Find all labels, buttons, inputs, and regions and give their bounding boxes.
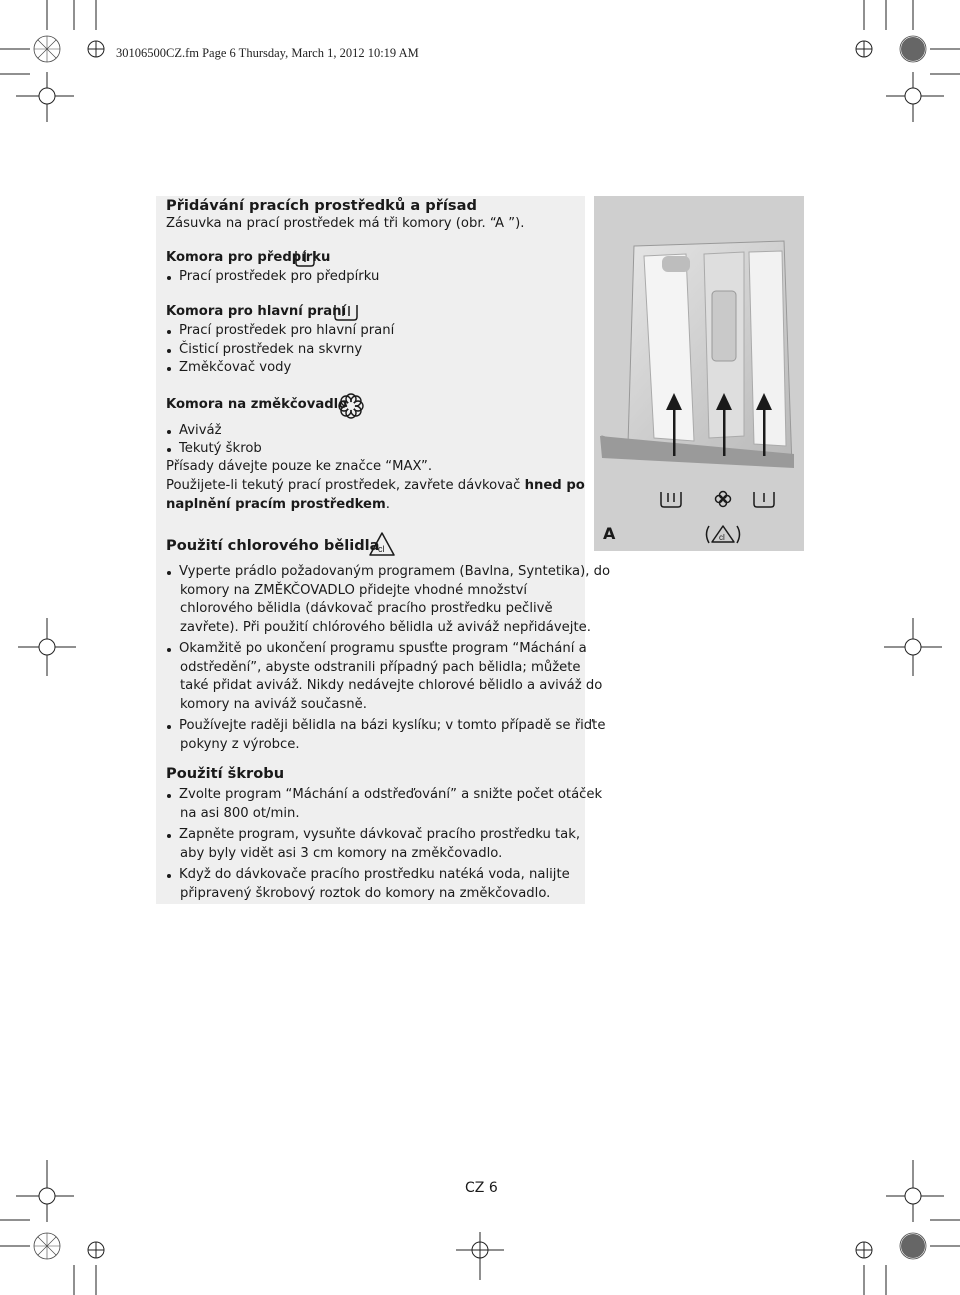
list-item: Aviváž bbox=[166, 422, 222, 441]
list-item: Zapněte program, vysuňte dávkovač pracího prostředku tak, bbox=[166, 826, 580, 845]
list-item: Okamžitě po ukončení programu spusťte program “Máchání a bbox=[166, 640, 587, 659]
list-item-continued: na asi 800 ot/min. bbox=[180, 806, 300, 821]
bleach-icon-text: cl bbox=[378, 544, 385, 554]
prewash-compartment-icon bbox=[294, 247, 316, 269]
mainwash-compartment-icon bbox=[333, 301, 359, 323]
list-item: Když do dávkovače pracího prostředku natéká voda, nalijte bbox=[166, 866, 570, 885]
softener-note-bold: hned po bbox=[524, 478, 585, 493]
list-item: Zvolte program “Máchání a odstřeďování” a snižte počet otáček bbox=[166, 786, 602, 805]
figure-icon-text: cl bbox=[719, 533, 725, 542]
list-item-continued: také přidat aviváž. Nikdy nedávejte chlorové bělidlo a aviváž do bbox=[180, 678, 603, 693]
softener-heading: Komora na změkčovadlo bbox=[166, 397, 348, 412]
list-item: Změkčovač vody bbox=[166, 359, 291, 378]
starch-heading: Použití škrobu bbox=[166, 765, 285, 782]
softener-note-text: Použijete-li tekutý prací prostředek, zavřete dávkovač bbox=[166, 478, 521, 493]
print-slug: 30106500CZ.fm Page 6 Thursday, March 1, 2012 10:19 AM bbox=[116, 46, 419, 60]
softener-note-line bbox=[166, 496, 390, 515]
list-item-continued: zavřete). Při použití chlórového bělidla už aviváž nepřidávejte. bbox=[180, 620, 591, 635]
list-item: Používejte raději bělidla na bázi kyslíku; v tomto případě se řiďte bbox=[166, 717, 605, 736]
mainwash-heading: Komora pro hlavní praní bbox=[166, 304, 347, 319]
softener-note-bold: naplnění pracím prostředkem bbox=[166, 497, 386, 512]
softener-note: Přísady dávejte pouze ke značce “MAX”. bbox=[166, 459, 433, 474]
list-item: Tekutý škrob bbox=[166, 440, 262, 459]
list-item: Čisticí prostředek na skvrny bbox=[166, 341, 362, 360]
list-item-continued: odstředění”, abyste odstranili případný pach bělidla; můžete bbox=[180, 660, 581, 675]
list-item-continued: komory na aviváž současně. bbox=[180, 697, 367, 712]
flower-icon bbox=[336, 391, 366, 421]
list-item: Prací prostředek pro předpírku bbox=[166, 268, 379, 287]
bleach-heading: Použití chlorového bělidla bbox=[166, 537, 380, 554]
softener-note-line bbox=[166, 477, 585, 496]
list-item-continued: komory na ZMĚKČOVADLO přidejte vhodné množství bbox=[180, 583, 528, 598]
section-intro: Zásuvka na prací prostředek má tři komory (obr. “A ”). bbox=[166, 216, 525, 231]
list-item-continued: chlorového bělidla (dávkovač pracího prostředku pečlivě bbox=[180, 601, 553, 616]
list-item: Vyperte prádlo požadovaným programem (Bavlna, Syntetika), do bbox=[166, 563, 610, 582]
chlorine-bleach-icon bbox=[368, 530, 396, 558]
list-item-continued: aby byly vidět asi 3 cm komory na změkčovadlo. bbox=[180, 846, 503, 861]
list-item: Prací prostředek pro hlavní praní bbox=[166, 322, 394, 341]
dispenser-drawer-illustration bbox=[594, 196, 804, 551]
softener-note-end: . bbox=[385, 497, 390, 512]
page-number: CZ 6 bbox=[465, 1180, 498, 1196]
section-title: Přidávání pracích prostředků a přísad bbox=[166, 197, 477, 214]
list-item-continued: pokyny z výrobce. bbox=[180, 737, 300, 752]
list-item-continued: připravený škrobový roztok do komory na změkčovadlo. bbox=[180, 886, 551, 901]
prewash-heading: Komora pro předpírku bbox=[166, 250, 331, 265]
figure-label: A bbox=[603, 524, 616, 543]
